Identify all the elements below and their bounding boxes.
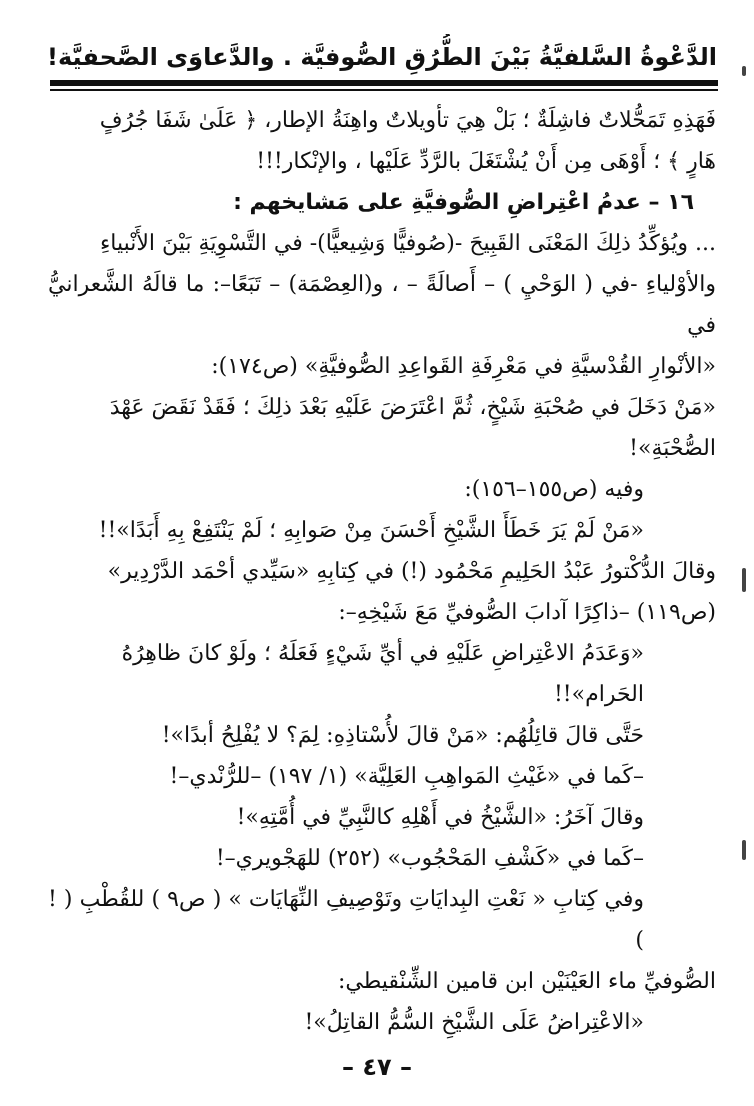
body-line: والأوْلياءِ -في ( الوَحْيِ ) – أَصالَةً – ، و(العِصْمَة) – تَبَعًا–: ما قالَهُ الشَّعرانيُّ في [48, 272, 716, 338]
citation-line: –كَما في «غَيْثِ المَواهِبِ العَلِيَّة» (١/ ١٩٧) –للرُّنْدي–! [169, 764, 644, 789]
scan-edge-mark [742, 66, 746, 76]
citation-line: –كَما في «كَشْفِ المَحْجُوب» (٢٥٢) للهَجْويري–! [215, 846, 644, 871]
header-rule-thin [50, 89, 718, 91]
body-line: ... ويُؤكِّدُ ذلِكَ المَعْنَى القَبِيحَ -(صُوفيًّا وَشِيعيًّا)- في التَّسْوِيَةِ بَيْنَ الأَنْبياءِ [99, 231, 716, 256]
quote-line: الصُّحْبَةِ»! [629, 436, 716, 461]
quote-line: حَتَّى قالَ قائِلُهُم: «مَنْ قالَ لأُسْتاذِهِ: لِمَ؟ لا يُفْلِحُ أبدًا»! [161, 723, 644, 748]
quote-line: «مَنْ دَخَلَ في صُحْبَةِ شَيْخٍ، ثُمَّ اعْتَرَضَ عَلَيْهِ بَعْدَ ذلِكَ ؛ فَقَدْ نَقَضَ عَهْدَ [109, 395, 716, 420]
quote-line: «الاعْتِراضُ عَلَى الشَّيْخِ السُّمُّ القاتِلُ»! [304, 1010, 644, 1035]
quote-line: وقالَ آخَرُ: «الشَّيْخُ في أَهْلِهِ كالنَّبِيِّ في أُمَّتِهِ»! [236, 805, 644, 830]
section-heading: ١٦ – عدمُ اعْتِراضِ الصُّوفيَّةِ على مَشايخهم : [233, 190, 694, 215]
scan-edge-mark [742, 568, 746, 592]
header-rule-thick [50, 80, 718, 86]
quote-line: «وَعَدَمُ الاعْتِراضِ عَلَيْهِ في أيِّ شَيْءٍ فَعَلَهُ ؛ ولَوْ كانَ ظاهِرُهُ الحَرام»!! [121, 641, 644, 707]
body-line: الصُّوفيِّ ماء العَيْنَيْن ابن قامين الشِّنْقيطي: [337, 969, 716, 994]
quote-line: «مَنْ لَمْ يَرَ خَطَأَ الشَّيْخِ أَحْسَنَ مِنْ صَوابِهِ ؛ لَمْ يَنْتَفِعْ بِهِ أَبَدًا»!! [98, 518, 644, 543]
page-body [48, 100, 716, 1043]
body-line: فَهَذِهِ تَمَحُّلاتٌ فاشِلَةٌ ؛ بَلْ هِيَ تأويلاتٌ واهِنَةُ الإطار، ﴿ عَلَىٰ شَفَا جُرُفٍ [99, 108, 716, 133]
body-line: وقالَ الدُّكْتورُ عَبْدُ الحَلِيمِ مَحْمُود (!) في كِتابِهِ «سَيِّدي أحْمَد الدَّرْدِير» [107, 559, 716, 584]
body-line: هَارٍ ﴾ ؛ أَوْهَى مِن أَنْ يُشْتَغَلَ بالرَّدِّ عَلَيْها ، والإنْكار!!! [256, 149, 716, 174]
body-line: «الأنْوارِ القُدْسيَّةِ في مَعْرِفَةِ القَواعِدِ الصُّوفيَّةِ» (ص١٧٤): [211, 354, 716, 379]
body-line: (ص١١٩) –ذاكِرًا آدابَ الصُّوفيِّ مَعَ شَيْخِهِ–: [338, 600, 716, 625]
running-header: الدَّعْوةُ السَّلفيَّةُ بَيْنَ الطُّرُقِ الصُّوفيَّة . والدَّعاوَى الصَّحفيَّة! [47, 43, 717, 71]
scan-edge-mark [742, 840, 746, 860]
page-number: – ٤٧ – [341, 1053, 412, 1081]
body-line: وفيه (ص١٥٥–١٥٦): [464, 477, 644, 502]
body-line: وفي كِتابِ « نَعْتِ البِدايَاتِ وتَوْصِيفِ النِّهَايَات » ( ص٩ ) للقُطْبِ ( ! ) [48, 887, 645, 953]
